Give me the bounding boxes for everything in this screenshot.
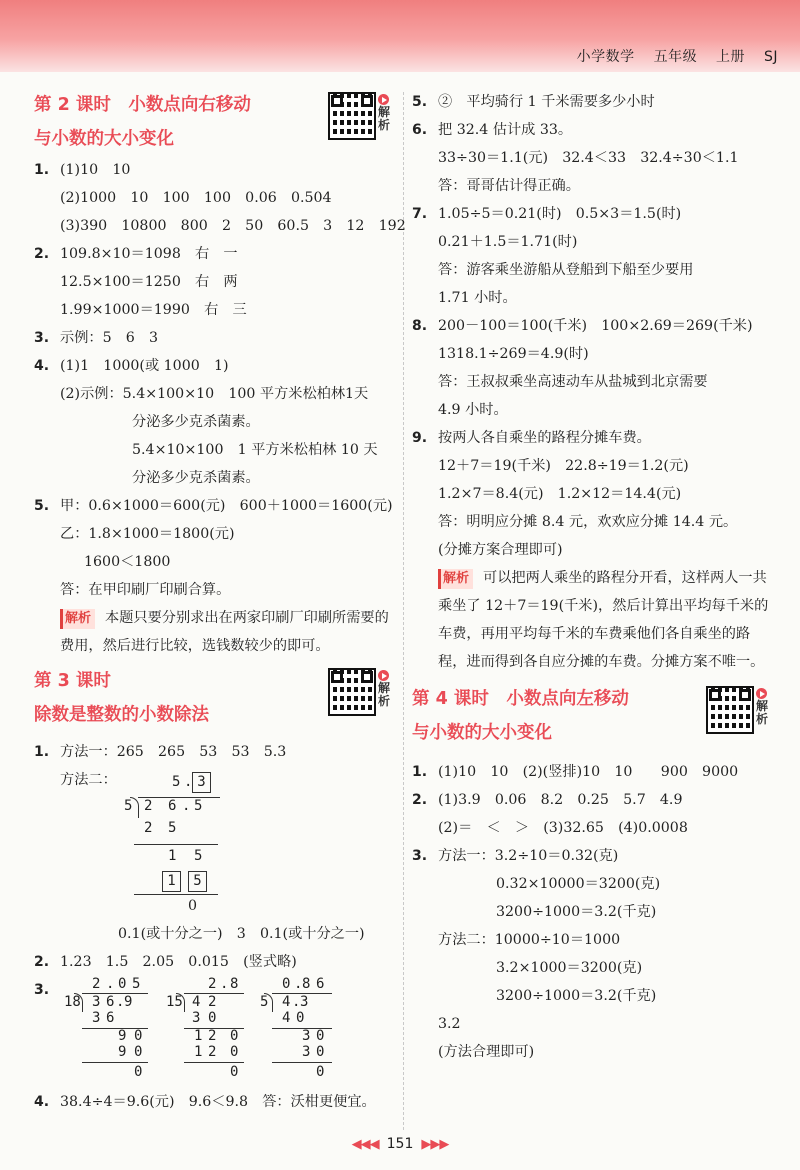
- analysis-note: 解析 本题只要分别求出在两家印刷厂印刷所需要的费用，然后进行比较，选钱数较少的即可。: [60, 610, 389, 654]
- answer-line: (分摊方案合理即可): [438, 542, 563, 558]
- header-edition: SJ: [763, 49, 778, 65]
- answer-line: (2)示例：5.4×100×10 100 平方米松柏林1天: [60, 386, 369, 402]
- answer-line: 0.21＋1.5＝1.71(时): [438, 234, 578, 250]
- answer-line: 5. 甲：0.6×1000＝600(元) 600＋1000＝1600(元): [34, 498, 393, 514]
- answer-line: 0: [188, 898, 198, 914]
- answer-line: 1. (1)10 10 (2)(竖排)10 10 900 9000: [412, 764, 739, 780]
- header-info: [563, 46, 778, 66]
- play-icon: [378, 670, 389, 681]
- header-volume: 上册: [716, 49, 746, 65]
- answer-line: 3.: [34, 982, 50, 998]
- answer-line: 方法二：: [60, 772, 117, 788]
- analysis-tag: 解析: [438, 569, 473, 589]
- answer-line: 3.2: [438, 1016, 461, 1032]
- answer-line: 分泌多少克杀菌素。: [132, 414, 260, 430]
- answer-line: 答：哥哥估计得正确。: [438, 178, 580, 194]
- analysis-note: 解析 可以把两人乘坐的路程分开看，这样两人一共乘坐了 12＋7＝19(千米)，然后计算出平均每千米的车费，再用平均每千米的车费乘他们各自乘坐的路程，进而得到各自应分摊的车费。分摊方案不唯一。: [438, 570, 769, 670]
- answer-line: 1318.1÷269＝4.9(时): [438, 346, 589, 362]
- answer-line: 9. 按两人各自乘坐的路程分摊车费。: [412, 430, 651, 446]
- lesson-3-title: 第 3 课时 解析: [34, 664, 396, 698]
- answer-line: 12＋7＝19(千米) 22.8÷19＝1.2(元): [438, 458, 689, 474]
- answer-line: 2. 1.23 1.5 2.05 0.015 (竖式略): [34, 954, 297, 970]
- long-divisions: 2 . 0 5 18 3 6 . 9 3 6 9 0 9 0 0 2 . 8 15 4 2 3 0 1 2 0 1 2 0 0 0 . 8 6 5 4 . 3 4 0 3 0 3 0 0: [34, 976, 396, 1062]
- answer-line: 1. (1)10 10: [34, 162, 131, 178]
- play-icon: [756, 688, 767, 699]
- answer-line: 33÷30＝1.1(元) 32.4＜33 32.4÷30＜1.1: [438, 150, 739, 166]
- answer-line: 3. 示例：5 6 3: [34, 330, 159, 346]
- answer-line: 1. 方法一：265 265 53 53 5.3: [34, 744, 287, 760]
- answer-line: 5.4×10×100 1 平方米松柏林 10 天: [132, 442, 378, 458]
- answer-line: (2)＝ ＜ ＞ (3)32.65 (4)0.0008: [438, 820, 688, 836]
- long-division: 5 . 3 5 2 6 . 5 2 5 1 5 1 5: [34, 794, 396, 898]
- answer-line: (2)1000 10 100 100 0.06 0.504: [60, 190, 332, 206]
- page-number: 151: [386, 1136, 414, 1152]
- answer-line: 7. 1.05÷5＝0.21(时) 0.5×3＝1.5(时): [412, 206, 682, 222]
- lesson-2-subtitle: 与小数的大小变化: [34, 129, 174, 149]
- lesson-4-title: 第 4 课时 小数点向左移动 解析: [412, 682, 774, 716]
- lesson-3-subtitle: 除数是整数的小数除法: [34, 705, 209, 725]
- lesson-4-subtitle: 与小数的大小变化: [412, 723, 552, 743]
- answer-line: 1.99×1000＝1990 右 三: [60, 302, 247, 318]
- answer-line: 答：王叔叔乘坐高速动车从盐城到北京需要: [438, 374, 708, 390]
- answer-line: 答：在甲印刷厂印刷合算。: [60, 582, 231, 598]
- answer-line: 2. (1)3.9 0.06 8.2 0.25 5.7 4.9: [412, 792, 683, 808]
- answer-line: (方法合理即可): [438, 1044, 535, 1060]
- answer-line: 0.1(或十分之一) 3 0.1(或十分之一): [118, 926, 365, 942]
- analysis-tag: 解析: [60, 609, 95, 629]
- answer-line: 4. (1)1 1000(或 1000 1): [34, 358, 229, 374]
- answer-line: 2. 109.8×10＝1098 右 一: [34, 246, 238, 262]
- answer-line: 5. ② 平均骑行 1 千米需要多少小时: [412, 94, 655, 110]
- answer-line: 1.2×7＝8.4(元) 1.2×12＝14.4(元): [438, 486, 682, 502]
- header-grade: 五年级: [653, 49, 698, 65]
- answer-line: 12.5×100＝1250 右 两: [60, 274, 238, 290]
- answer-line: 3200÷1000＝3.2(千克): [496, 904, 657, 920]
- answer-line: 方法二：10000÷10＝1000: [438, 932, 621, 948]
- answer-line: 4. 38.4÷4＝9.6(元) 9.6＜9.8 答：沃柑更便宜。: [34, 1094, 376, 1110]
- answer-line: 0.32×10000＝3200(克): [496, 876, 661, 892]
- column-divider: [403, 92, 404, 1130]
- prev-arrows-icon: ◀◀◀: [351, 1137, 379, 1152]
- answer-line: 3.2×1000＝3200(克): [496, 960, 643, 976]
- answer-line: 乙：1.8×1000＝1800(元): [60, 526, 235, 542]
- answer-line: 答：游客乘坐游船从登船到下船至少要用: [438, 262, 694, 278]
- next-arrows-icon: ▶▶▶: [421, 1137, 449, 1152]
- page-footer: [0, 1136, 800, 1152]
- lesson-2-title: 第 2 课时 小数点向右移动 解析: [34, 88, 396, 122]
- answer-line: 3. 方法一：3.2÷10＝0.32(克): [412, 848, 619, 864]
- play-icon: [378, 94, 389, 105]
- answer-line: (3)390 10800 800 2 50 60.5 3 12 192: [60, 218, 406, 234]
- qr-code[interactable]: 解析: [706, 686, 768, 740]
- answer-line: 1.71 小时。: [438, 290, 517, 306]
- left-column: [34, 88, 406, 1116]
- qr-code[interactable]: 解析: [328, 92, 390, 146]
- qr-code[interactable]: 解析: [328, 668, 390, 722]
- answer-line: 8. 200－100＝100(千米) 100×2.69＝269(千米): [412, 318, 753, 334]
- answer-line: 1600＜1800: [84, 554, 171, 570]
- answer-line: 6. 把 32.4 估计成 33。: [412, 122, 573, 138]
- right-column: [412, 88, 774, 1066]
- answer-line: 4.9 小时。: [438, 402, 508, 418]
- answer-line: 分泌多少克杀菌素。: [132, 470, 260, 486]
- answer-line: 3200÷1000＝3.2(千克): [496, 988, 657, 1004]
- header-subject: 小学数学: [576, 49, 635, 65]
- answer-line: 答：明明应分摊 8.4 元，欢欢应分摊 14.4 元。: [438, 514, 738, 530]
